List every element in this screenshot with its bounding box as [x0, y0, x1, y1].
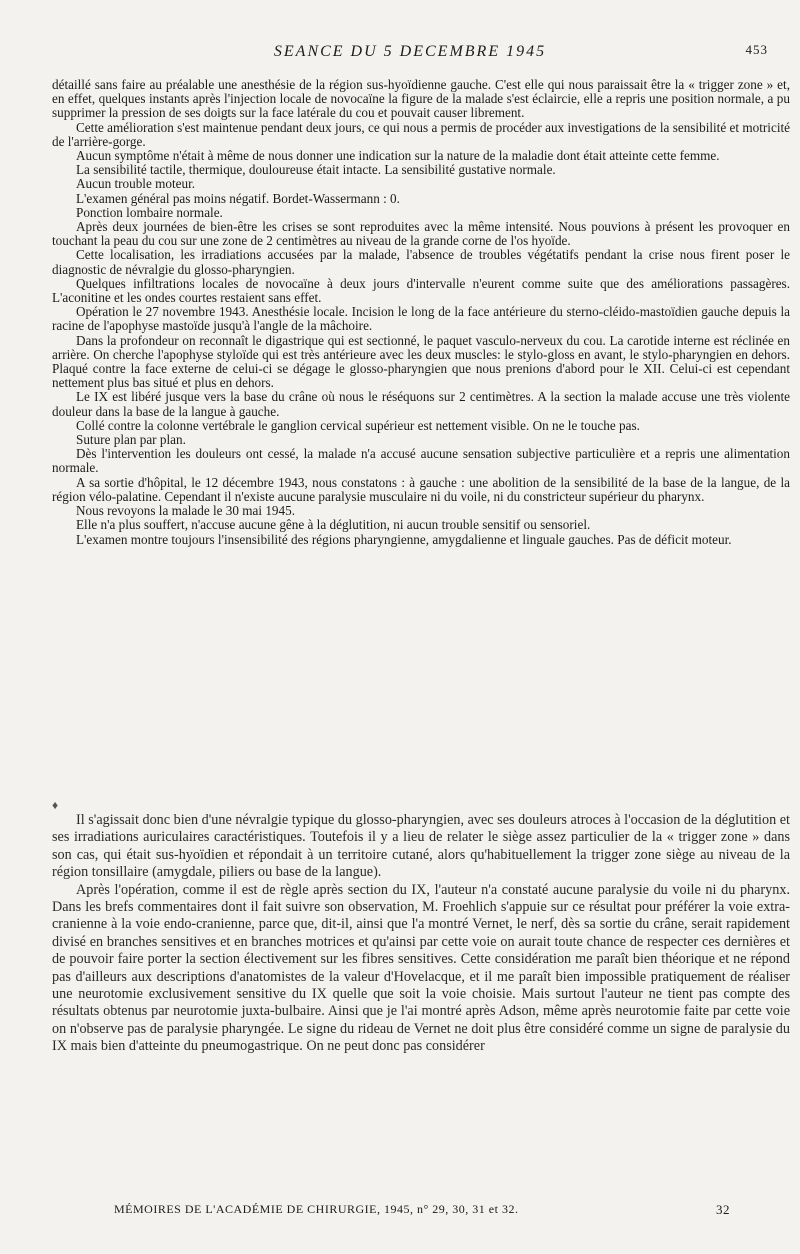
- paragraph: Le IX est libéré jusque vers la base du crâne où nous le réséquons sur 2 centimètres. A la section la malade accuse une très violente douleur dans la base de la langue à gauche.: [52, 389, 790, 419]
- running-title: SEANCE DU 5 DECEMBRE 1945: [273, 43, 547, 60]
- section-marker: ♦: [52, 798, 59, 812]
- case-report: [52, 78, 790, 547]
- paragraph: Quelques infiltrations locales de novocaïne à deux jours d'intervalle n'eurent comme suite que des améliorations passagères. L'aconitine et les ondes courtes restaient sans effet.: [52, 275, 790, 306]
- paragraph: détaillé sans faire au préalable une anesthésie de la région sus-hyoïdienne gauche. C'est elle qui nous paraissait être la « trigger zone » et, en effet, quelques instants après l'injection locale de novocaïne la figure de la malade s'est éclaircie, elle a repris une position normale, a pu supprimer la pression de ses doigts sur la face latérale du cou et pouvait causer librement.: [52, 77, 790, 121]
- page-header: [52, 40, 768, 64]
- paragraph: Suture plan par plan.: [76, 432, 186, 448]
- paragraph: A sa sortie d'hôpital, le 12 décembre 1943, nous constatons : à gauche : une abolition de la sensibilité de la base de la langue, de la région vélo-palatine. Cependant il n'existe aucune paralysie musculaire ni du voile, ni du constricteur supérieur du pharynx.: [52, 474, 790, 504]
- paragraph: Cette localisation, les irradiations accusées par la malade, l'absence de troubles végétatifs pendant la crise nous firent poser le diagnostic de névralgie du glosso-pharyngien.: [52, 247, 790, 277]
- paragraph: La sensibilité tactile, thermique, douloureuse était intacte. La sensibilité gustative normale.: [76, 162, 556, 178]
- paragraph: Il s'agissait donc bien d'une névralgie typique du glosso-pharyngien, avec ses douleurs atroces à l'occasion de la déglutition et ses irradiations auriculaires caractéristiques. Toutefois il y a lieu de relater le siège assez particulier de la « trigger zone » dans son cas, qui était sus-hyoïdien et répondait à un territoire cutané, alors qu'habituellement la trigger zone siège au niveau de la région tonsillaire (amygdale, piliers ou base de la langue).: [52, 812, 790, 881]
- page-footer: [52, 1202, 790, 1222]
- paragraph: Collé contre la colonne vertébrale le ganglion cervical supérieur est nettement visible. On ne le touche pas.: [76, 417, 640, 433]
- paragraph: Après deux journées de bien-être les crises se sont reproduites avec la même intensité. Nous pouvions à présent les provoquer en touchant la peau du cou sur une zone de 2 centimètres au niveau de la grande corne de l'os hyoïde.: [52, 219, 790, 249]
- paragraph: Elle n'a plus souffert, n'accuse aucune gêne à la déglutition, ni aucun trouble sensitif ou sensoriel.: [76, 517, 591, 533]
- paragraph: L'examen général pas moins négatif. Bordet-Wassermann : 0.: [76, 190, 400, 206]
- paragraph: Dès l'intervention les douleurs ont cessé, la malade n'a accusé aucune sensation subjective particulière et a repris une alimentation normale.: [52, 446, 790, 476]
- paragraph: Opération le 27 novembre 1943. Anesthésie locale. Incision le long de la face antérieure du sterno-cléido-mastoïdien gauche depuis la racine de l'apophyse mastoïde jusqu'à l'angle de la mâchoire.: [52, 304, 790, 334]
- signature-number: 32: [716, 1202, 730, 1217]
- journal-reference: MÉMOIRES DE L'ACADÉMIE DE CHIRURGIE, 1945, n° 29, 30, 31 et 32.: [114, 1202, 519, 1216]
- paragraph: Ponction lombaire normale.: [76, 204, 223, 220]
- paragraph: L'examen montre toujours l'insensibilité des régions pharyngienne, amygdalienne et linguale gauches. Pas de déficit moteur.: [76, 531, 732, 547]
- paragraph: Après l'opération, comme il est de règle après section du IX, l'auteur n'a constaté aucune paralysie du voile ni du pharynx. Dans les brefs commentaires dont il fait suivre son observation, M. Froehlich s'appuie sur ce résultat pour préférer la voie extra-cranienne à la voie endo-cranienne, parce que, dit-il, ainsi que l'a montré Vernet, le nerf, dès sa sortie du crâne, serait rapidement divisé en branches sensitives et en branches motrices et qu'ainsi par cette voie on aurait toute chance de respecter ces dernières et de pouvoir faire porter la section électivement sur les fibres sensitives. Cette considération me paraît bien théorique et ne répond pas d'ailleurs aux descriptions d'anatomistes de la valeur d'Hovelacque, et il me paraît bien impossible pratiquement de réaliser une neurotomie exclusivement sensitive du IX quelle que soit la voie choisie. Mais surtout l'auteur ne tient pas compte des résultats obtenus par neurotomie juxta-bulbaire. Ainsi que je l'ai montré après Adson, même après neurotomie faite par cette voie on n'observe pas de paralysie pharyngée. Le signe du rideau de Vernet ne doit plus être considéré comme un signe de paralysie du IX mais bien d'atteinte du pneumogastrique. On ne peut donc pas considérer: [52, 881, 790, 1055]
- paragraph: Nous revoyons la malade le 30 mai 1945.: [76, 503, 296, 519]
- commentary: [52, 812, 790, 1056]
- page-number: 453: [745, 42, 768, 57]
- paragraph: Cette amélioration s'est maintenue pendant deux jours, ce qui nous a permis de procéder aux investigations de la sensibilité et motricité de l'arrière-gorge.: [52, 119, 790, 149]
- paragraph: Aucun symptôme n'était à même de nous donner une indication sur la nature de la maladie dont était atteinte cette femme.: [76, 148, 720, 164]
- paragraph: Aucun trouble moteur.: [76, 176, 196, 192]
- paragraph: Dans la profondeur on reconnaît le digastrique qui est sectionné, le paquet vasculo-nerveux du cou. La carotide interne est réclinée en arrière. On cherche l'apophyse styloïde qui est très antérieure avec les deux muscles: le stylo-gloss en avant, le stylo-pharyngien en dehors. Plaqué contre la face externe de celui-ci se dégage le glosso-pharyngien que nous prenions d'abord pour le XII. Celui-ci est cependant nettement plus bas situé et plus en dehors.: [52, 332, 790, 391]
